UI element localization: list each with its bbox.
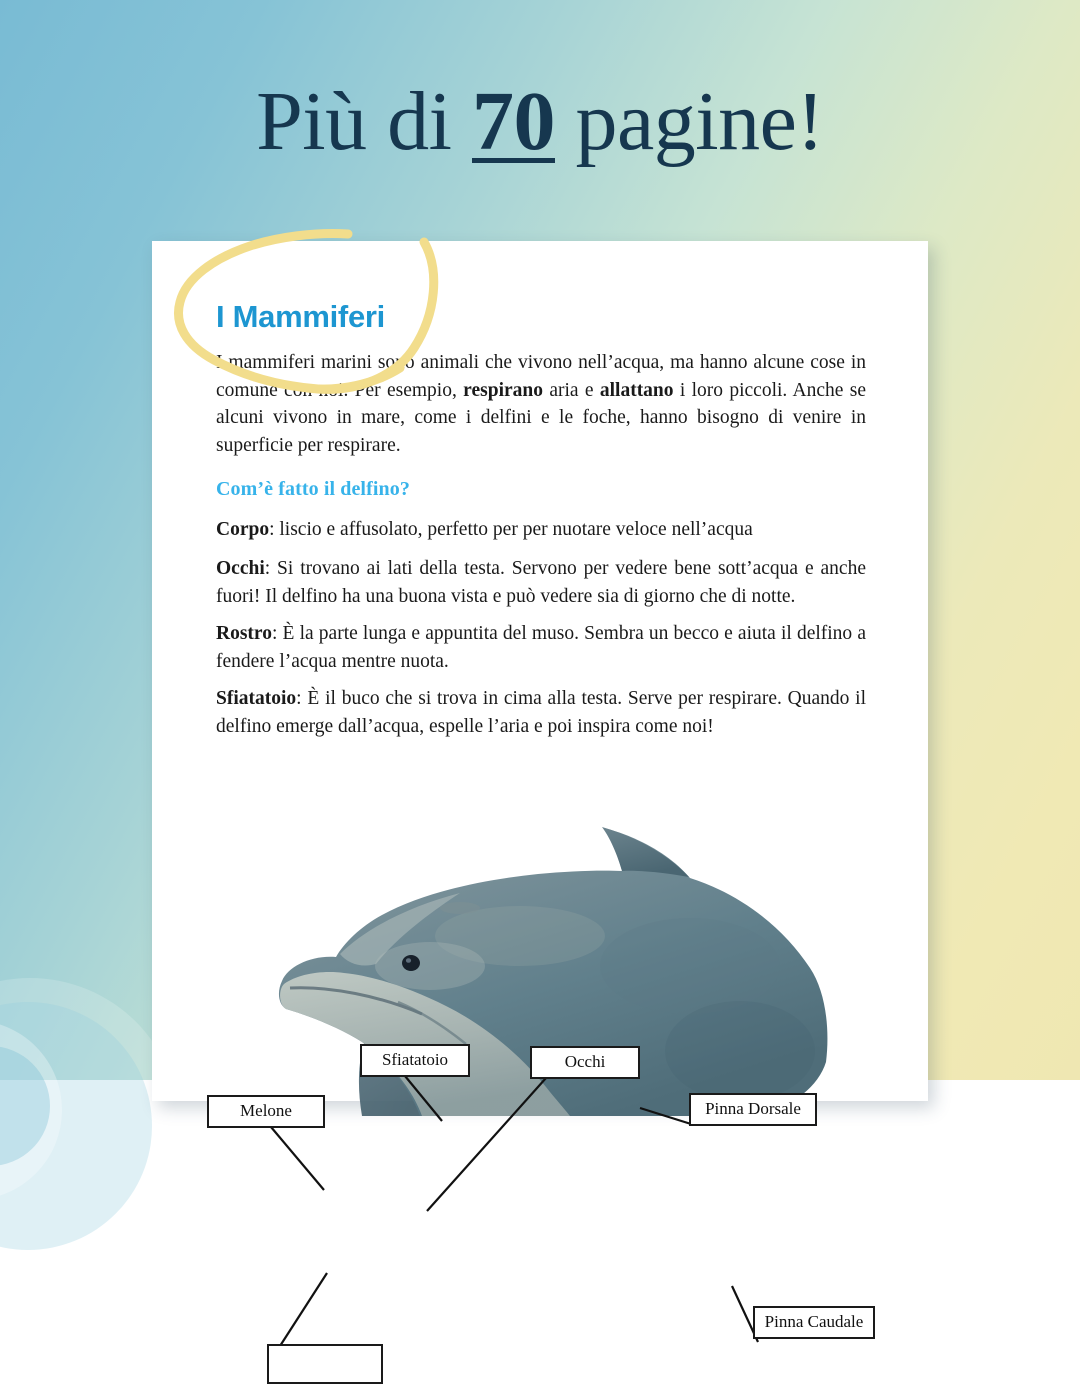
diagram-label-melone[interactable]: Melone [207,1095,325,1128]
promo-headline [0,75,1080,168]
entry-corpo [216,516,866,544]
page-title: I Mammiferi [216,299,385,334]
entry-rostro-term: Rostro [216,623,272,644]
headline-page-count: 70 [472,75,555,168]
diagram-label-pinna-caudale[interactable]: Pinna Caudale [753,1306,875,1339]
headline-text-after: pagine! [555,75,824,168]
intro-text-3: i loro piccoli. Anche se alcuni vivono in mare, come i delfini e le foche, hanno bisogno di venire in superficie per respirare. [216,379,866,456]
entry-occhi-term: Occhi [216,558,265,579]
entry-sfiatatoio-term: Sfiatatoio [216,688,297,709]
entry-sfiatatoio-text: : È il buco che si trova in cima alla testa. Serve per respirare. Quando il delfino emerge dall’acqua, espelle l’aria e poi inspira come noi! [216,688,866,737]
entry-corpo-term: Corpo [216,519,270,540]
entry-occhi [216,555,866,610]
intro-text-1: I mammiferi marini sono animali che vivono nell’acqua, ma hanno alcune cose in comune con noi. Per esempio, [216,352,866,401]
section-subheading: Com’è fatto il delfino? [216,478,410,500]
entry-corpo-text: : liscio e affusolato, perfetto per per nuotare veloce nell’acqua [269,519,753,540]
headline-text-before: Più di [256,75,472,168]
diagram-label-rostro-partial[interactable] [267,1344,383,1384]
intro-bold-allattano: allattano [599,379,674,401]
document-page-card [152,241,928,1331]
intro-bold-respirano: respirano [463,379,543,401]
entry-rostro [216,620,866,675]
dolphin-anatomy-diagram [152,786,928,1331]
intro-text-2: aria e [542,379,600,401]
entry-sfiatatoio [216,685,866,740]
entry-occhi-text: : Si trovano ai lati della testa. Servono per vedere bene sott’acqua e anche fuori! Il delfino ha una buona vista e può vedere sia di giorno che di notte. [216,558,866,607]
diagram-label-pinna-dorsale[interactable]: Pinna Dorsale [689,1093,817,1126]
diagram-label-sfiatatoio[interactable]: Sfiatatoio [360,1044,470,1077]
intro-paragraph [216,349,866,459]
diagram-label-occhi[interactable]: Occhi [530,1046,640,1079]
entry-rostro-text: : È la parte lunga e appuntita del muso. Sembra un becco e aiuta il delfino a fendere l’acqua mentre nuota. [216,623,866,672]
